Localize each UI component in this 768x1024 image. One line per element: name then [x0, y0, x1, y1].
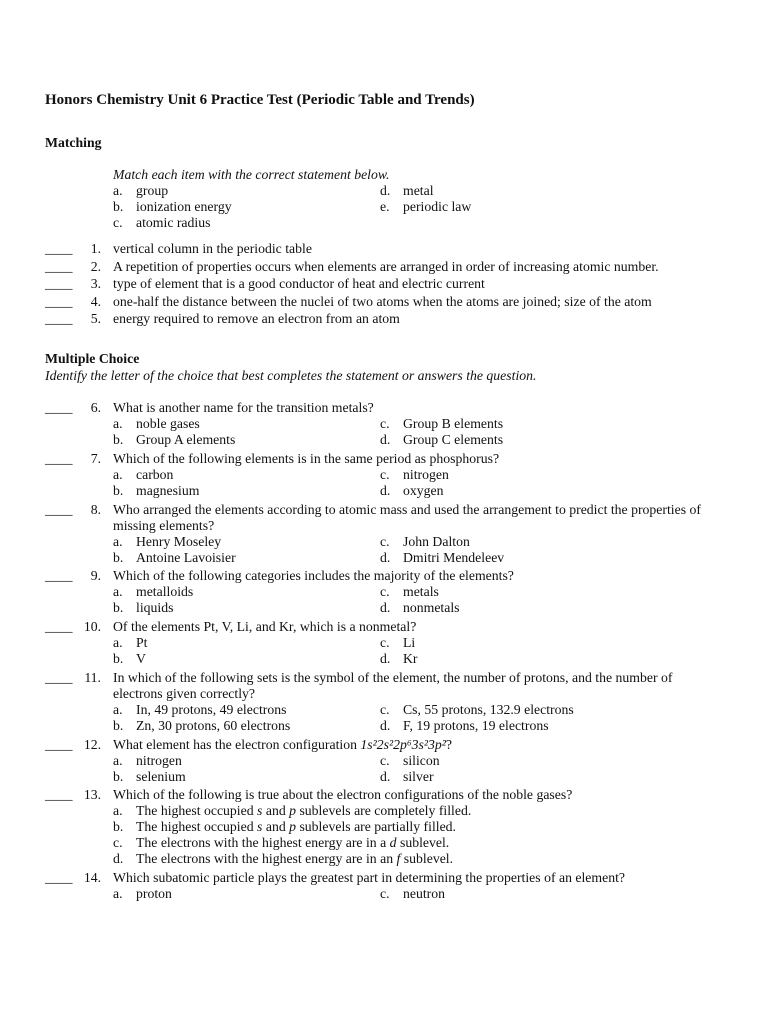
mc-question-9-choices — [113, 584, 713, 616]
question-text: one-half the distance between the nuclei of two atoms when the atoms are joined; size of the atom — [113, 293, 652, 309]
question-number: 2. — [90, 258, 101, 274]
choice-text — [136, 835, 449, 850]
italic-term: s — [257, 819, 263, 835]
mc-question-10 — [45, 619, 713, 667]
mc-question-12-choice-c — [380, 753, 647, 769]
choice-letter: a. — [113, 803, 123, 819]
question-number: 5. — [90, 311, 101, 326]
mc-question-13-choice-b — [113, 819, 713, 835]
question-number: 11. — [84, 669, 101, 685]
choice-letter: d. — [380, 768, 391, 784]
text-segment: sublevel. — [400, 851, 454, 867]
choice-text: magnesium — [136, 482, 200, 498]
multiple-choice-heading: Multiple Choice — [45, 351, 140, 366]
choice-letter: a. — [113, 635, 123, 650]
answer-blank: ____ — [45, 241, 73, 256]
matching-heading: Matching — [45, 135, 102, 150]
question-number: 12. — [83, 736, 101, 752]
matching-instructions: Match each item with the correct statement below. — [113, 167, 390, 182]
mc-question-8-choice-c — [380, 534, 647, 550]
choice-text: metal — [403, 183, 434, 198]
question-text: What is another name for the transition metals? — [113, 400, 374, 415]
mc-question-8-choice-d — [380, 550, 647, 566]
question-text: In which of the following sets is the symbol of the element, the number of protons, and the number of electrons given correctly? — [113, 669, 673, 701]
choice-text: atomic radius — [136, 215, 211, 230]
choice-letter: a. — [113, 701, 123, 717]
question-text: Which of the following categories includes the majority of the elements? — [113, 568, 514, 584]
question-number: 10. — [83, 619, 101, 634]
question-number: 14. — [83, 870, 101, 885]
choice-letter: b. — [113, 432, 124, 447]
choice-text: neutron — [403, 886, 446, 901]
mc-question-7 — [45, 451, 713, 499]
matching-choice-b — [113, 199, 380, 215]
text-segment: and — [262, 803, 290, 819]
choice-letter: c. — [380, 752, 390, 768]
mc-question-13-choice-a — [113, 803, 713, 819]
matching-instructions-block — [113, 167, 647, 231]
choice-text: periodic law — [403, 199, 472, 214]
mc-question-13-choice-c — [113, 835, 713, 851]
choice-letter: a. — [113, 584, 123, 600]
mc-question-7-choices — [113, 467, 713, 499]
matching-questions — [45, 240, 713, 328]
question-text: Of the elements Pt, V, Li, and Kr, which is a nonmetal? — [113, 619, 417, 634]
text-segment: What element has the electron configuration — [113, 736, 361, 752]
choice-text: selenium — [136, 768, 186, 784]
mc-question-14-choice-c — [380, 886, 647, 902]
mc-question-10-choice-d — [380, 651, 647, 667]
answer-blank: ____ — [45, 501, 73, 517]
mc-question-6-choice-a — [113, 416, 380, 432]
answer-blank: ____ — [45, 568, 73, 584]
choice-text: In, 49 protons, 49 electrons — [136, 701, 287, 717]
mc-question-12-choices — [113, 753, 713, 785]
choice-text: Antoine Lavoisier — [136, 549, 236, 565]
text-segment: The highest occupied — [136, 819, 258, 835]
answer-blank: ____ — [45, 669, 73, 685]
choice-letter: c. — [113, 835, 123, 851]
choice-letter: d. — [113, 851, 124, 867]
mc-question-9-choice-a — [113, 584, 380, 600]
mc-question-9-choice-d — [380, 600, 647, 616]
mc-question-6-choice-c — [380, 416, 647, 432]
mc-question-11-choice-d — [380, 718, 647, 734]
choice-text: John Dalton — [403, 533, 470, 549]
mc-question-11-choice-a — [113, 702, 380, 718]
choice-text: silver — [403, 768, 434, 784]
answer-blank: ____ — [45, 619, 73, 634]
choice-text: Group C elements — [403, 432, 504, 447]
text-segment: The highest occupied — [136, 803, 258, 819]
mc-question-14-choice-a — [113, 886, 380, 902]
choice-letter: d. — [380, 717, 391, 733]
question-text: A repetition of properties occurs when elements are arranged in order of increasing atomic number. — [113, 258, 659, 274]
question-number: 8. — [90, 501, 101, 517]
choice-text: nitrogen — [136, 752, 182, 768]
choice-letter: c. — [113, 215, 123, 230]
choice-text: Li — [403, 635, 416, 650]
mc-question-10-choices — [113, 635, 713, 667]
question-text: Who arranged the elements according to atomic mass and used the arrangement to predict the properties of missing elements? — [113, 501, 701, 533]
mc-question-12-choice-d — [380, 769, 647, 785]
italic-term: f — [396, 851, 401, 867]
mc-question-12 — [45, 737, 713, 785]
choice-letter: c. — [380, 886, 390, 901]
matching-choice-c — [113, 215, 380, 231]
mc-question-7-choice-d — [380, 483, 647, 499]
question-text: energy required to remove an electron from an atom — [113, 311, 400, 326]
mc-question-9-choice-c — [380, 584, 647, 600]
mc-question-12-choice-b — [113, 769, 380, 785]
italic-term: s — [257, 803, 263, 819]
answer-blank: ____ — [45, 258, 73, 274]
text-segment: sublevels are partially filled. — [296, 819, 456, 835]
choice-letter: b. — [113, 482, 124, 498]
matching-choice-a — [113, 183, 380, 199]
text-segment: The electrons with the highest energy are in a — [136, 835, 390, 851]
answer-blank: ____ — [45, 450, 73, 466]
choice-letter: b. — [113, 600, 124, 616]
mc-question-11-choice-b — [113, 718, 380, 734]
choice-letter: a. — [113, 533, 123, 549]
choice-text: silicon — [403, 752, 440, 768]
choice-letter: c. — [380, 533, 390, 549]
choice-text: Group B elements — [403, 416, 504, 431]
choice-text — [136, 851, 453, 866]
mc-question-14 — [45, 870, 713, 902]
question-number: 3. — [90, 276, 101, 291]
choice-letter: a. — [113, 752, 123, 768]
matching-choice-e — [380, 199, 647, 215]
choice-letter: a. — [113, 886, 123, 901]
matching-question-5 — [45, 310, 713, 328]
matching-question-2 — [45, 258, 713, 276]
mc-question-12-choice-a — [113, 753, 380, 769]
choice-text: V — [136, 651, 146, 666]
mc-question-7-choice-c — [380, 467, 647, 483]
matching-choices — [113, 183, 647, 231]
choice-text: nitrogen — [403, 466, 449, 482]
page-title: Honors Chemistry Unit 6 Practice Test (Periodic Table and Trends) — [45, 92, 475, 108]
mc-question-8-choice-b — [113, 550, 380, 566]
choice-letter: d. — [380, 432, 391, 447]
question-text: Which of the following elements is in the same period as phosphorus? — [113, 450, 500, 466]
mc-question-8 — [45, 502, 713, 566]
mc-question-11-choices — [113, 702, 713, 734]
choice-letter: d. — [380, 183, 391, 198]
choice-text: F, 19 protons, 19 electrons — [403, 717, 549, 733]
choice-text: Dmitri Mendeleev — [403, 549, 505, 565]
mc-question-11-choice-c — [380, 702, 647, 718]
choice-letter: a. — [113, 416, 123, 431]
choice-letter: d. — [380, 482, 391, 498]
choice-text: Group A elements — [136, 432, 236, 447]
answer-blank: ____ — [45, 311, 73, 326]
mc-question-9 — [45, 568, 713, 616]
matching-choice-d — [380, 183, 647, 199]
question-number: 1. — [90, 241, 101, 256]
choice-letter: c. — [380, 635, 390, 650]
mc-question-10-choice-c — [380, 635, 647, 651]
choice-letter: c. — [380, 584, 390, 600]
answer-blank: ____ — [45, 736, 73, 752]
matching-question-3 — [45, 275, 713, 293]
mc-question-10-choice-a — [113, 635, 380, 651]
text-segment: and — [262, 819, 290, 835]
mc-question-7-choice-a — [113, 467, 380, 483]
choice-text — [136, 819, 456, 834]
choice-text: Pt — [136, 635, 148, 650]
choice-text: metalloids — [136, 584, 194, 600]
choice-text: nonmetals — [403, 600, 460, 616]
choice-letter: d. — [380, 651, 391, 666]
italic-term: 1s²2s²2p⁶3s²3p² — [360, 736, 446, 752]
multiple-choice-questions — [45, 400, 713, 902]
mc-question-11 — [45, 670, 713, 734]
choice-letter: b. — [113, 651, 124, 666]
choice-letter: b. — [113, 768, 124, 784]
choice-text: Zn, 30 protons, 60 electrons — [136, 717, 291, 733]
answer-blank: ____ — [45, 400, 73, 415]
mc-question-6-choice-d — [380, 432, 647, 448]
choice-letter: b. — [113, 717, 124, 733]
mc-question-13-choice-d — [113, 851, 713, 867]
question-number: 6. — [90, 400, 101, 415]
choice-letter: c. — [380, 701, 390, 717]
question-text — [113, 737, 713, 753]
choice-text: proton — [136, 886, 172, 901]
choice-text: group — [136, 183, 169, 198]
choice-text: noble gases — [136, 416, 200, 431]
italic-term: p — [289, 819, 297, 835]
text-segment: sublevel. — [396, 835, 450, 851]
mc-question-13 — [45, 787, 713, 867]
mc-question-14-choices — [113, 886, 713, 902]
answer-blank: ____ — [45, 293, 73, 309]
question-text: type of element that is a good conductor of heat and electric current — [113, 276, 485, 291]
mc-question-8-choice-a — [113, 534, 380, 550]
mc-question-6-choices — [113, 416, 713, 448]
choice-text: oxygen — [403, 482, 444, 498]
matching-question-4 — [45, 293, 713, 311]
choice-text — [136, 803, 471, 818]
answer-blank: ____ — [45, 870, 73, 885]
choice-text: Cs, 55 protons, 132.9 electrons — [403, 701, 574, 717]
multiple-choice-instructions: Identify the letter of the choice that best completes the statement or answers the question. — [45, 368, 537, 383]
mc-question-7-choice-b — [113, 483, 380, 499]
answer-blank: ____ — [45, 276, 73, 291]
question-number: 9. — [90, 568, 101, 584]
choice-text: ionization energy — [136, 199, 232, 214]
question-text: Which of the following is true about the electron configurations of the noble gases? — [113, 787, 573, 803]
choice-letter: e. — [380, 199, 390, 214]
choice-letter: b. — [113, 199, 124, 214]
question-number: 13. — [83, 787, 101, 803]
choice-letter: a. — [113, 466, 123, 482]
question-text: Which subatomic particle plays the greatest part in determining the properties of an element? — [113, 870, 625, 885]
choice-letter: d. — [380, 600, 391, 616]
mc-question-10-choice-b — [113, 651, 380, 667]
text-segment: sublevels are completely filled. — [296, 803, 472, 819]
choice-letter: a. — [113, 183, 123, 198]
italic-term: p — [289, 803, 297, 819]
text-segment: ? — [445, 736, 452, 752]
choice-text: liquids — [136, 600, 174, 616]
choice-text: Henry Moseley — [136, 533, 222, 549]
choice-letter: c. — [380, 466, 390, 482]
choice-text: Kr — [403, 651, 418, 666]
italic-term: d — [389, 835, 397, 851]
question-text: vertical column in the periodic table — [113, 241, 312, 256]
choice-text: carbon — [136, 466, 174, 482]
choice-letter: d. — [380, 549, 391, 565]
question-number: 7. — [90, 450, 101, 466]
mc-question-6-choice-b — [113, 432, 380, 448]
mc-question-6 — [45, 400, 713, 448]
matching-question-1 — [45, 240, 713, 258]
choice-text: metals — [403, 584, 439, 600]
question-number: 4. — [90, 293, 101, 309]
mc-question-13-choices — [113, 803, 713, 867]
choice-letter: b. — [113, 819, 124, 835]
mc-question-9-choice-b — [113, 600, 380, 616]
text-segment: The electrons with the highest energy are in an — [136, 851, 397, 867]
choice-letter: b. — [113, 549, 124, 565]
choice-letter: c. — [380, 416, 390, 431]
answer-blank: ____ — [45, 787, 73, 803]
mc-question-8-choices — [113, 534, 713, 566]
